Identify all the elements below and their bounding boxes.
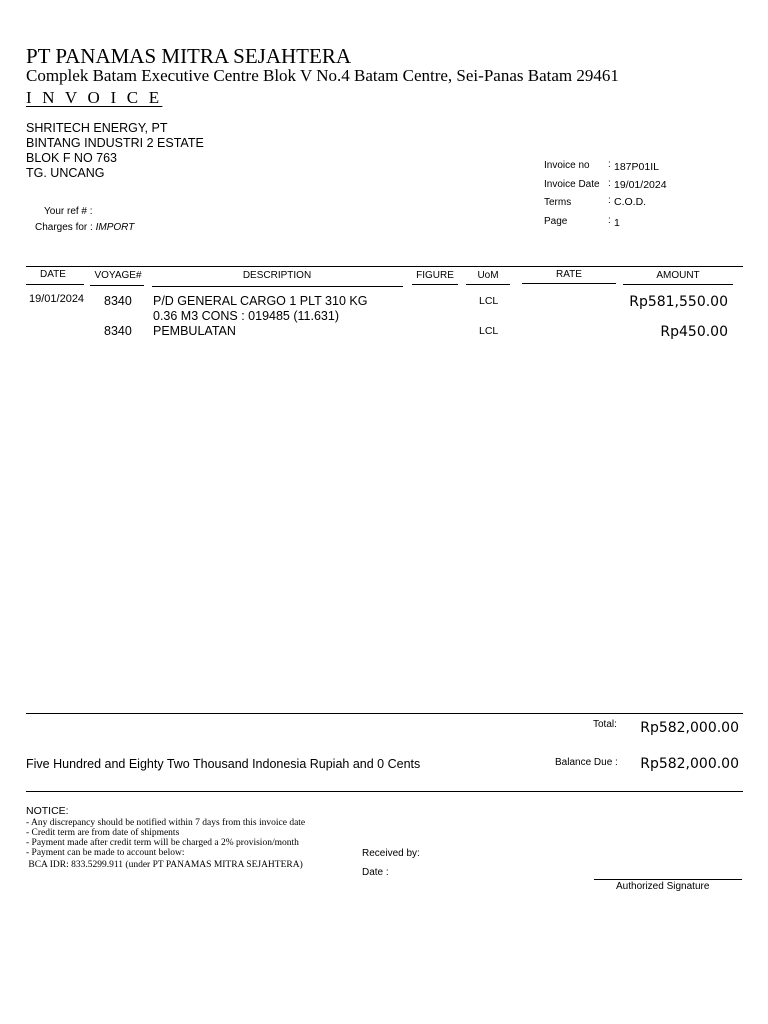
totals-top-rule [26, 713, 743, 714]
invoice-date-label: Invoice Date [544, 179, 600, 190]
page-colon: : [608, 215, 611, 226]
notice-line: - Payment made after credit term will be charged a 2% provision/month [26, 838, 299, 848]
invoice-no-value: 187P01IL [614, 161, 659, 173]
table-top-rule [26, 266, 743, 267]
row-voyage: 8340 [104, 294, 132, 308]
col-header-description: DESCRIPTION [242, 270, 312, 281]
row-uom: LCL [479, 325, 499, 337]
company-name: PT PANAMAS MITRA SEJAHTERA [26, 44, 351, 68]
terms-label: Terms [544, 197, 572, 208]
col-underline-voyage [90, 285, 144, 286]
row-description-detail: 0.36 M3 CONS : 019485 (11.631) [153, 309, 339, 323]
invoice-no-label: Invoice no [544, 160, 590, 171]
balance-due-label: Balance Due : [555, 757, 618, 768]
invoice-date-value: 19/01/2024 [614, 179, 667, 191]
page-value: 1 [614, 217, 620, 229]
notice-line: - Any discrepancy should be notified within 7 days from this invoice date [26, 818, 306, 828]
col-header-rate: RATE [556, 269, 582, 280]
amount-in-words: Five Hundred and Eighty Two Thousand Indonesia Rupiah and 0 Cents [26, 757, 421, 771]
company-address: Complek Batam Executive Centre Blok V No.4 Batam Centre, Sei-Panas Batam 29461 [26, 66, 619, 85]
charges-for-label: Charges for : [35, 222, 93, 233]
col-underline-description [152, 286, 403, 287]
row-amount: Rp450.00 [660, 324, 728, 340]
authorized-signature-label: Authorized Signature [616, 881, 710, 892]
col-header-amount: AMOUNT [656, 270, 700, 281]
col-header-figure: FIGURE [416, 270, 454, 281]
col-underline-rate [522, 283, 616, 284]
date-label: Date : [362, 867, 389, 878]
col-underline-date [26, 284, 84, 285]
received-by-label: Received by: [362, 848, 420, 859]
col-header-date: DATE [40, 269, 66, 280]
row-description: PEMBULATAN [153, 324, 236, 338]
bill-to-line-3: BLOK F NO 763 [26, 151, 118, 165]
signature-line [594, 879, 742, 880]
terms-value: C.O.D. [614, 196, 647, 208]
charges-for [35, 222, 134, 233]
total-label: Total: [593, 719, 617, 730]
row-uom: LCL [479, 295, 499, 307]
bill-to-line-2: BINTANG INDUSTRI 2 ESTATE [26, 136, 204, 150]
row-voyage: 8340 [104, 324, 132, 338]
col-underline-amount [623, 284, 733, 285]
your-ref-label: Your ref # : [44, 206, 93, 217]
bill-to-block [26, 121, 204, 181]
notice-title: NOTICE: [26, 805, 69, 817]
totals-bottom-rule [26, 791, 743, 792]
row-amount: Rp581,550.00 [629, 294, 728, 310]
page-label: Page [544, 216, 568, 227]
document-title: I N V O I C E [26, 88, 163, 107]
balance-due-value: Rp582,000.00 [640, 756, 739, 772]
row-date: 19/01/2024 [29, 293, 85, 305]
total-value: Rp582,000.00 [640, 720, 739, 736]
bill-to-line-4: TG. UNCANG [26, 166, 105, 180]
terms-colon: : [608, 195, 611, 206]
notice-bank-account: BCA IDR: 833.5299.911 (under PT PANAMAS MITRA SEJAHTERA) [26, 860, 303, 870]
col-header-voyage: VOYAGE# [94, 270, 142, 281]
notice-body [26, 818, 305, 870]
col-underline-uom [466, 284, 510, 285]
notice-line: - Credit term are from date of shipments [26, 828, 180, 838]
notice-line: - Payment can be made to account below: [26, 848, 185, 858]
invoice-no-colon: : [608, 159, 611, 170]
col-underline-figure [412, 284, 458, 285]
invoice-date-colon: : [608, 178, 611, 189]
row-description: P/D GENERAL CARGO 1 PLT 310 KG [153, 294, 368, 308]
col-header-uom: UoM [477, 270, 499, 281]
charges-for-value: IMPORT [95, 222, 135, 233]
bill-to-line-1: SHRITECH ENERGY, PT [26, 121, 168, 135]
